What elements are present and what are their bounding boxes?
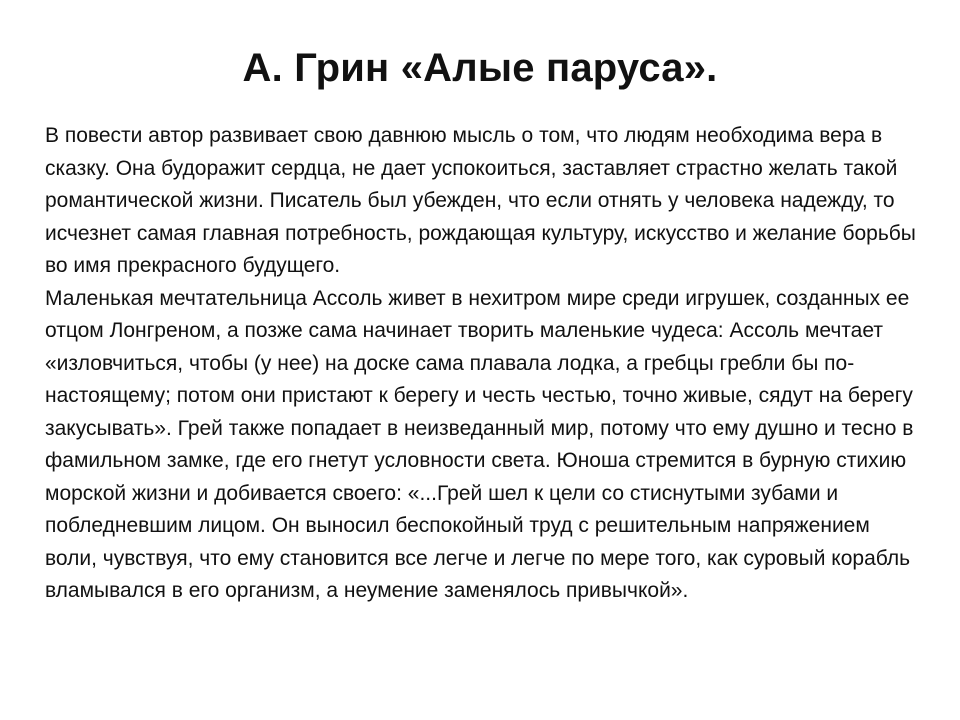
slide-body bbox=[45, 120, 925, 608]
paragraph-assol-grey: Маленькая мечтательница Ассоль живет в нехитром мире среди игрушек, созданных ее отцом Лонгреном, а позже сама начинает творить маленькие чудеса: Ассоль мечтает «изловчиться, чтобы (у нее) на доске сама плавала лодка, а гребцы гребли бы по-настоящему; потом они пристают к берегу и честь честью, точно живые, сядут на берегу закусывать». Грей также попадает в неизведанный мир, потому что ему душно и тесно в фамильном замке, где его гнетут условности света. Юноша стремится в бурную стихию морской жизни и добивается своего: «...Грей шел к цели со стиснутыми зубами и побледневшим лицом. Он выносил беспокойный труд с решительным напряжением воли, чувствуя, что ему становится все легче и легче по мере того, как суровый корабль вламывался в его организм, а неумение заменялось привычкой». bbox=[45, 286, 914, 602]
slide-title: А. Грин «Алые паруса». bbox=[242, 46, 718, 90]
paragraph-intro: В повести автор развивает свою давнюю мысль о том, что людям необходима вера в сказку. Она будоражит сердца, не дает успокоиться, заставляет страстно желать такой романтической жизни. Писатель был убежден, что если отнять у человека надежду, то исчезнет самая главная потребность, рождающая культуру, искусство и желание борьбы во имя прекрасного будущего. bbox=[45, 124, 916, 277]
